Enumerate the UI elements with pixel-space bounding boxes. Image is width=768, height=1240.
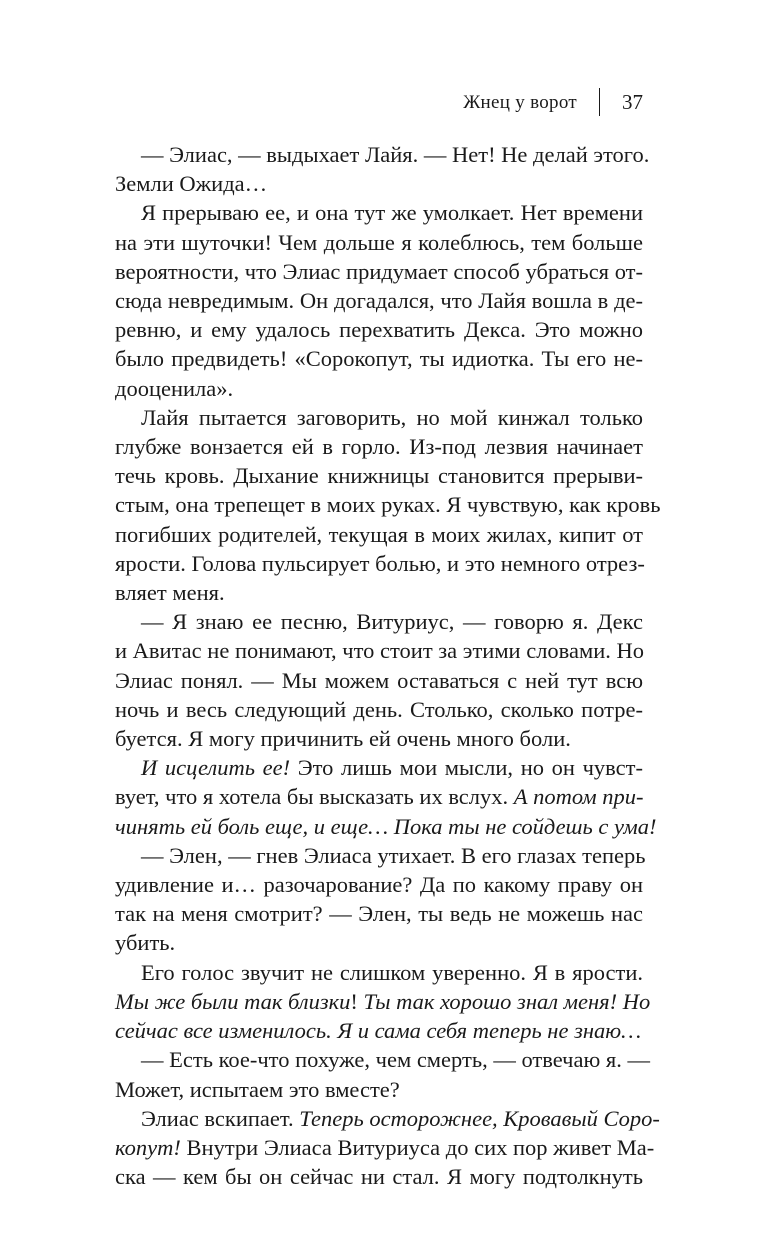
italic-text: И исцелить ее!: [141, 755, 291, 781]
body-text: [115, 140, 661, 1191]
italic-text: чинять ей боль еще, и еще… Пока ты не сойдешь с ума!: [115, 813, 657, 839]
text-line: [115, 1104, 660, 1133]
text-segment: глубже вонзается ей в горло. Из-под лезвия начинает: [115, 434, 643, 460]
text-segment: Элиас вскипает.: [141, 1105, 300, 1131]
text-line: [115, 812, 657, 841]
text-segment: !: [350, 988, 364, 1014]
text-line: [115, 140, 650, 169]
text-segment: вероятности, что Элиас придумает способ убраться от-: [115, 258, 643, 284]
italic-text: Ты так хорошо знал меня! Но: [363, 988, 651, 1014]
text-line: [115, 987, 651, 1016]
paragraph: [115, 403, 661, 607]
text-line: [115, 198, 643, 227]
paragraph: [115, 1045, 650, 1103]
text-segment: дооценила».: [115, 375, 234, 401]
text-line: [115, 753, 643, 782]
text-segment: Элиас понял. — Мы можем оставаться с ней тут всю: [115, 667, 643, 693]
text-segment: Внутри Элиаса Витуриуса до сих пор живет Ма-: [180, 1134, 655, 1160]
italic-text: Теперь осторожнее, Кровавый Соро-: [299, 1105, 660, 1131]
running-header: [0, 86, 643, 120]
text-line: [115, 782, 643, 811]
text-line: [115, 461, 643, 490]
running-title: Жнец у ворот: [463, 92, 577, 113]
paragraph: [115, 140, 650, 198]
text-segment: Может, испытаем это вместе?: [115, 1076, 400, 1102]
text-line: [115, 403, 643, 432]
text-line: [115, 286, 643, 315]
text-line: [115, 432, 643, 461]
text-segment: вляет меня.: [115, 580, 225, 606]
paragraph: [115, 841, 646, 958]
text-line: [115, 1075, 643, 1104]
text-line: [115, 344, 643, 373]
text-line: [115, 169, 643, 198]
text-line: [115, 315, 643, 344]
text-line: [115, 666, 643, 695]
text-line: [115, 374, 643, 403]
text-line: [115, 1045, 650, 1074]
text-line: [115, 1162, 643, 1191]
text-line: [115, 1133, 655, 1162]
text-segment: — Я знаю ее песню, Витуриус, — говорю я. Декс: [141, 609, 643, 635]
text-segment: течь кровь. Дыхание книжницы становится прерыви-: [115, 463, 643, 489]
text-line: [115, 257, 643, 286]
text-line: [115, 636, 643, 665]
text-segment: погибших родителей, текущая в моих жилах, кипит от: [115, 521, 643, 547]
italic-text: копут!: [115, 1134, 181, 1160]
text-segment: на эти шуточки! Чем дольше я колеблюсь, тем больше: [115, 229, 643, 255]
text-line: [115, 520, 643, 549]
page-number: 37: [622, 90, 643, 114]
text-segment: и Авитас не понимают, что стоит за этими словами. Но: [115, 638, 645, 664]
text-segment: было предвидеть! «Сорокопут, ты идиотка. Ты его не-: [115, 346, 643, 372]
text-segment: ска — кем бы он сейчас ни стал. Я могу подтолкнуть: [115, 1164, 643, 1190]
italic-text: Мы же были так близки: [115, 988, 351, 1014]
text-segment: сюда невредимым. Он догадался, что Лайя вошла в де-: [115, 288, 643, 314]
paragraph: [115, 198, 643, 402]
text-segment: Его голос звучит не слишком уверенно. Я в ярости.: [141, 959, 643, 985]
text-line: [115, 928, 643, 957]
text-line: [115, 870, 643, 899]
text-line: [115, 578, 643, 607]
text-segment: Я прерываю ее, и она тут же умолкает. Нет времени: [141, 200, 643, 226]
text-segment: Это лишь мои мысли, но он чувст-: [290, 755, 643, 781]
text-line: [115, 549, 643, 578]
text-segment: вует, что я хотела бы высказать их вслух.: [115, 784, 514, 810]
text-segment: ярости. Голова пульсирует болью, и это немного отрез-: [115, 550, 645, 576]
paragraph: [115, 753, 657, 841]
text-line: [115, 228, 643, 257]
text-line: [115, 958, 643, 987]
text-segment: буется. Я могу причинить ей очень много боли.: [115, 726, 571, 752]
text-segment: так на меня смотрит? — Элен, ты ведь не можешь нас: [115, 901, 643, 927]
text-segment: удивление и… разочарование? Да по какому праву он: [115, 872, 643, 898]
paragraph: [115, 607, 643, 753]
text-segment: ревню, и ему удалось перехватить Декса. Это можно: [115, 317, 643, 343]
text-segment: ночь и весь следующий день. Столько, сколько потре-: [115, 696, 643, 722]
text-segment: — Элиас, — выдыхает Лайя. — Нет! Не делай этого.: [141, 142, 650, 167]
header-divider: [599, 88, 601, 116]
text-segment: стым, она трепещет в моих руках. Я чувствую, как кровь: [115, 492, 661, 518]
text-line: [115, 490, 661, 519]
text-segment: Лайя пытается заговорить, но мой кинжал только: [141, 404, 643, 430]
text-line: [115, 841, 646, 870]
text-line: [115, 607, 643, 636]
text-line: [115, 724, 643, 753]
italic-text: А потом при-: [513, 784, 644, 810]
text-line: [115, 899, 643, 928]
text-segment: — Элен, — гнев Элиаса утихает. В его глазах теперь: [141, 842, 646, 868]
italic-text: сейчас все изменилось. Я и сама себя теперь не знаю…: [115, 1018, 642, 1044]
text-segment: — Есть кое-что похуже, чем смерть, — отвечаю я. —: [141, 1047, 650, 1073]
text-segment: убить.: [115, 930, 176, 956]
paragraph: [115, 958, 651, 1046]
paragraph: [115, 1104, 660, 1192]
text-line: [115, 695, 643, 724]
text-line: [115, 1016, 643, 1045]
text-segment: Земли Ожида…: [115, 171, 268, 197]
